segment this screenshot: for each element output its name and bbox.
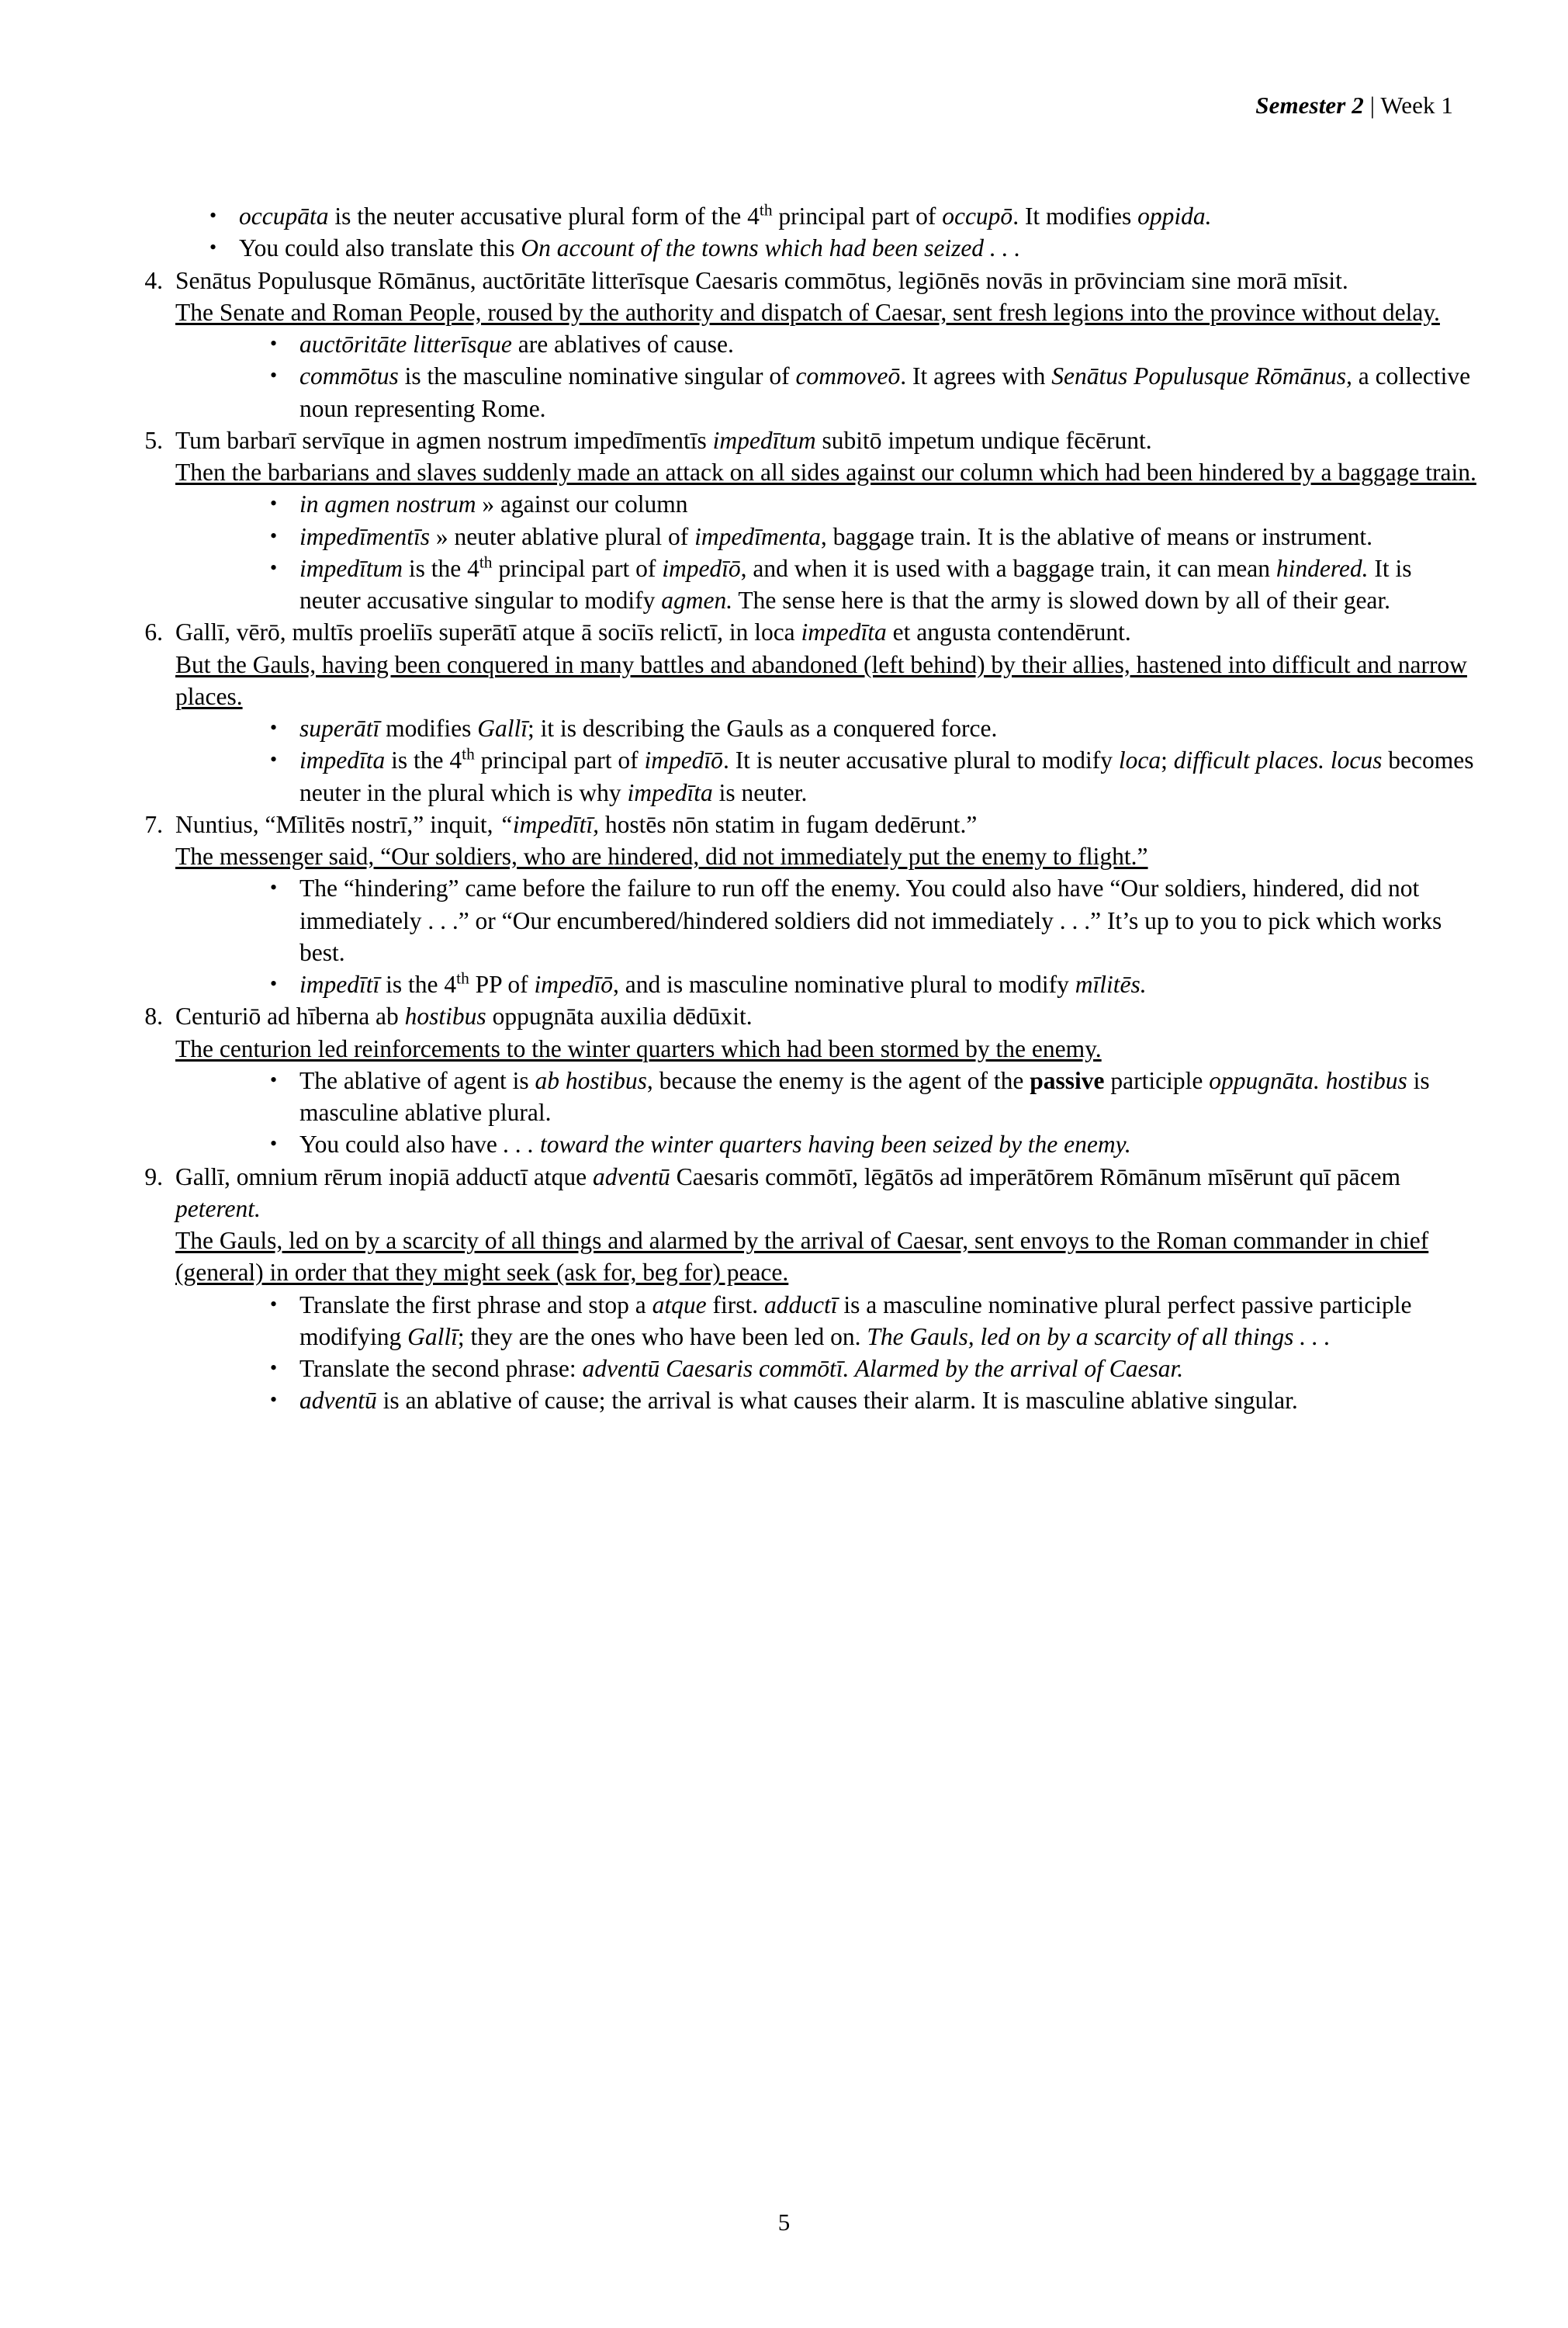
bullet-icon: • — [270, 1292, 278, 1315]
bullet-icon: • — [270, 716, 278, 739]
list-item — [175, 553, 1476, 617]
intro-bullet-list — [115, 200, 1476, 265]
numbered-item-list — [115, 265, 1476, 1417]
bullet-icon: • — [270, 1132, 278, 1155]
english-translation: The centurion led reinforcements to the winter quarters which had been stormed by the enemy. — [175, 1034, 1102, 1062]
note-bullet-list — [175, 712, 1476, 809]
numbered-item — [115, 1000, 1476, 1160]
bullet-icon: • — [270, 524, 278, 547]
list-item — [175, 872, 1476, 968]
list-item — [175, 712, 1476, 744]
list-item-text: impedītum is the 4th principal part of impedīō, and when it is used with a baggage train, it can mean hindered. It is neuter accusative singular to modify agmen. The sense here is that the army is slowed down by all of their gear. — [299, 553, 1412, 614]
numbered-item — [115, 809, 1476, 1001]
latin-sentence: Tum barbarī servīque in agmen nostrum impedīmentīs impedītum subitō impetum undique fēcērunt. — [175, 426, 1152, 454]
list-item — [175, 488, 1476, 520]
list-item-text: superātī modifies Gallī; it is describing the Gauls as a conquered force. — [299, 715, 998, 742]
note-bullet-list — [175, 872, 1476, 1000]
bullet-icon: • — [270, 1068, 278, 1091]
item-number: 9. — [144, 1162, 163, 1190]
list-item — [175, 328, 1476, 360]
list-item — [175, 360, 1476, 424]
header-separator: | — [1363, 92, 1381, 119]
list-item — [175, 521, 1476, 553]
bullet-icon: • — [270, 1356, 278, 1379]
numbered-item — [115, 616, 1476, 809]
header-semester: Semester 2 — [1255, 92, 1364, 119]
list-item-text: impedīta is the 4th principal part of impedīō. It is neuter accusative plural to modify loca; difficult places. locus becomes neuter in the plural which is why impedīta is neuter. — [299, 744, 1474, 806]
note-bullet-list — [175, 1289, 1476, 1417]
bullet-icon: • — [270, 748, 278, 771]
latin-sentence: Gallī, vērō, multīs proeliīs superātī atque ā sociīs relictī, in loca impedīta et angusta contendērunt. — [175, 618, 1131, 646]
list-item-text: in agmen nostrum » against our column — [299, 490, 688, 518]
item-number: 5. — [144, 426, 163, 454]
list-item-text: auctōritāte litterīsque are ablatives of cause. — [299, 331, 734, 358]
item-number: 6. — [144, 618, 163, 646]
page-header — [1255, 92, 1453, 120]
list-item — [175, 1065, 1476, 1129]
document-body — [115, 200, 1476, 1417]
list-item — [175, 1384, 1476, 1416]
list-item-text: You could also have . . . toward the winter quarters having been seized by the enemy. — [299, 1131, 1131, 1159]
item-number: 8. — [144, 1003, 163, 1031]
list-item-text: Translate the first phrase and stop a atque first. adductī is a masculine nominative plural perfect passive participle modifying Gallī; they are the ones who have been led on. The Gauls, led on by a scarcity of all things . . . — [299, 1290, 1412, 1350]
latin-sentence: Centuriō ad hīberna ab hostibus oppugnāta auxilia dēdūxit. — [175, 1003, 753, 1031]
latin-sentence: Gallī, omnium rērum inopiā adductī atque adventū Caesaris commōtī, lēgātōs ad imperātōrem Rōmānum mīsērunt quī pācem peterent. — [175, 1162, 1400, 1222]
item-number: 7. — [144, 810, 163, 838]
list-item-text: occupāta is the neuter accusative plural form of the 4th principal part of occupō. It modifies oppida. — [239, 200, 1212, 230]
note-bullet-list — [175, 488, 1476, 616]
bullet-icon: • — [270, 972, 278, 995]
list-item-text: impedīmentīs » neuter ablative plural of impedīmenta, baggage train. It is the ablative of means or instrument. — [299, 522, 1372, 550]
list-item-text: You could also translate this On account of the towns which had been seized . . . — [239, 234, 1021, 262]
list-item — [175, 1353, 1476, 1384]
list-item-text: adventū is an ablative of cause; the arrival is what causes their alarm. It is masculine ablative singular. — [299, 1387, 1298, 1415]
list-item-text: commōtus is the masculine nominative singular of commoveō. It agrees with Senātus Populusque Rōmānus, a collective noun representing Rome. — [299, 362, 1471, 422]
numbered-item — [115, 265, 1476, 424]
numbered-item — [115, 424, 1476, 617]
list-item-text: The ablative of agent is ab hostibus, because the enemy is the agent of the passive participle oppugnāta. hostibus is masculine ablative plural. — [299, 1066, 1430, 1126]
list-item-text: Translate the second phrase: adventū Caesaris commōtī. Alarmed by the arrival of Caesar. — [299, 1355, 1184, 1382]
header-week: Week 1 — [1380, 92, 1453, 119]
latin-sentence: Nuntius, “Mīlitēs nostrī,” inquit, “impedītī, hostēs nōn statim in fugam dedērunt.” — [175, 810, 978, 838]
latin-sentence: Senātus Populusque Rōmānus, auctōritāte litterīsque Caesaris commōtus, legiōnēs novās in prōvinciam sine morā mīsit. — [175, 266, 1348, 294]
list-item-text: The “hindering” came before the failure to run off the enemy. You could also have “Our soldiers, hindered, did not immediately . . .” or “Our encumbered/hindered soldiers did not immediately . . .” It’s up to you to pick which works best. — [299, 875, 1442, 966]
english-translation: The Gauls, led on by a scarcity of all things and alarmed by the arrival of Caesar, sent envoys to the Roman commander in chief (general) in order that they might seek (ask for, beg for) peace. — [175, 1227, 1429, 1287]
list-item — [115, 232, 1476, 264]
page-number: 5 — [777, 2208, 791, 2236]
bullet-icon: • — [209, 204, 217, 227]
list-item — [115, 200, 1476, 232]
note-bullet-list — [175, 1065, 1476, 1161]
list-item — [175, 744, 1476, 809]
item-number: 4. — [144, 266, 163, 294]
bullet-icon: • — [270, 876, 278, 899]
bullet-icon: • — [270, 364, 278, 387]
bullet-icon: • — [270, 492, 278, 515]
list-item — [175, 1128, 1476, 1160]
bullet-icon: • — [270, 332, 278, 355]
numbered-item — [115, 1161, 1476, 1417]
list-item — [175, 1289, 1476, 1353]
bullet-icon: • — [270, 1388, 278, 1412]
english-translation: The messenger said, “Our soldiers, who are hindered, did not immediately put the enemy to flight.” — [175, 843, 1148, 870]
english-translation: The Senate and Roman People, roused by the authority and dispatch of Caesar, sent fresh legions into the province without delay. — [175, 298, 1440, 326]
english-translation: Then the barbarians and slaves suddenly made an attack on all sides against our column which had been hindered by a baggage train. — [175, 459, 1476, 486]
note-bullet-list — [175, 328, 1476, 424]
list-item — [175, 968, 1476, 1000]
bullet-icon: • — [270, 556, 278, 579]
bullet-icon: • — [209, 236, 217, 259]
english-translation: But the Gauls, having been conquered in many battles and abandoned (left behind) by their allies, hastened into difficult and narrow places. — [175, 650, 1467, 710]
list-item-text: impedītī is the 4th PP of impedīō, and is masculine nominative plural to modify mīlitēs. — [299, 968, 1147, 998]
